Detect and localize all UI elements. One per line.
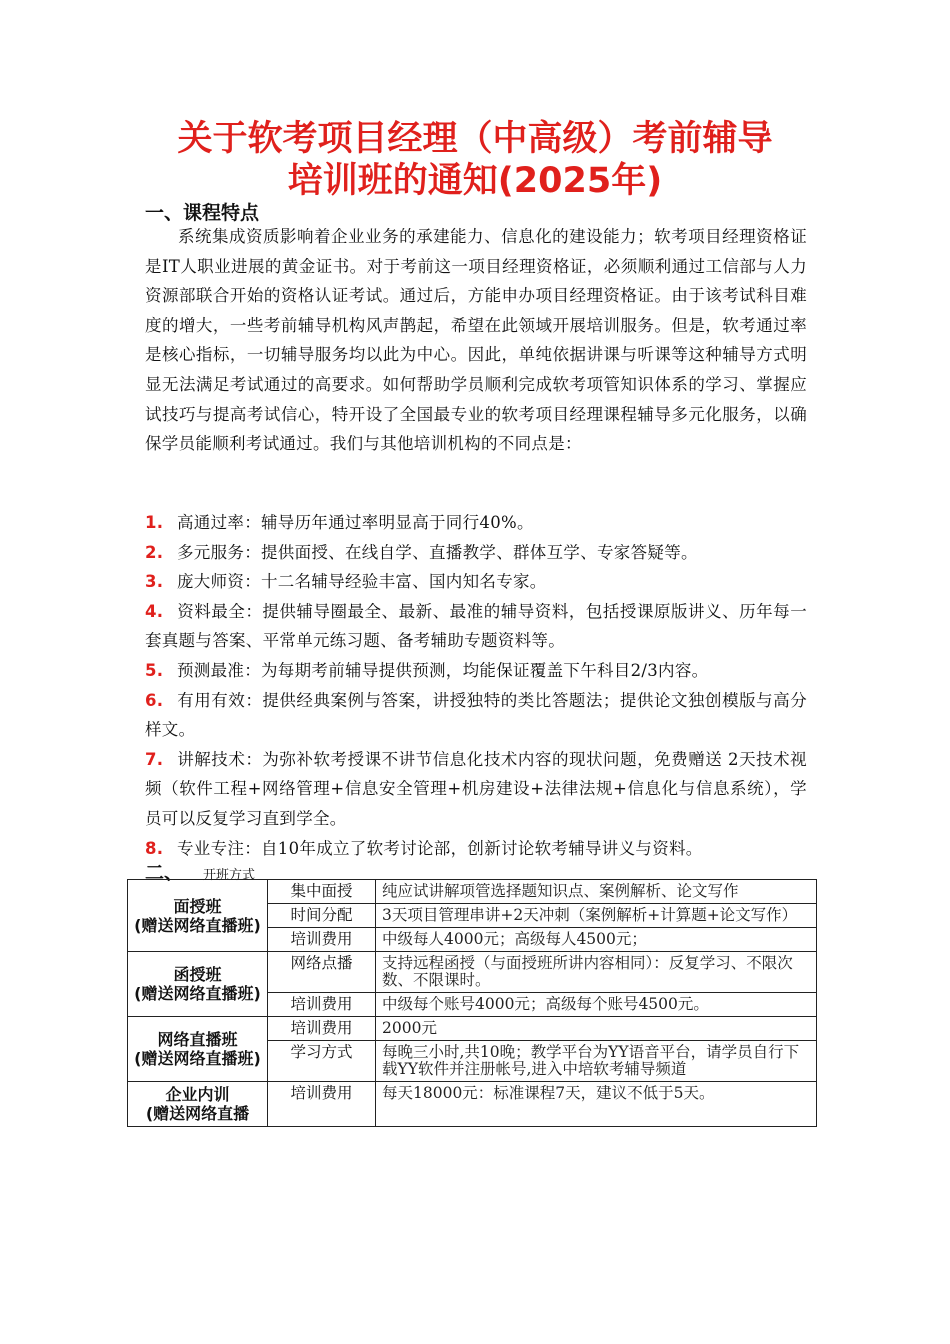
table-row — [128, 1017, 817, 1041]
list-text: 庞大师资：十二名辅导经验丰富、国内知名专家。 — [177, 572, 547, 592]
row-key: 培训费用 — [268, 1017, 376, 1041]
list-text: 讲解技术：为弥补软考授课不讲节信息化技术内容的现状问题，免费赠送 2天技术视频（软件工程+网络管理+信息安全管理+机房建设+法律法规+信息化与信息系统），学员可以反复学习直到学全。 — [145, 749, 807, 828]
category-cell — [128, 1017, 268, 1082]
row-value: 纯应试讲解项管选择题知识点、案例解析、论文写作 — [376, 880, 817, 904]
list-item — [145, 597, 807, 656]
list-number: 8. — [145, 838, 164, 858]
list-item — [145, 656, 807, 686]
category-name: 网络直播班 (赠送网络直播班) — [134, 1030, 261, 1068]
document-title-line1: 关于软考项目经理（中高级）考前辅导 — [177, 119, 773, 159]
row-value: 3天项目管理串讲+2天冲刺（案例解析+计算题+论文写作） — [376, 904, 817, 928]
list-item — [145, 686, 807, 745]
list-text: 高通过率：辅导历年通过率明显高于同行40%。 — [177, 513, 534, 532]
list-text: 有用有效：提供经典案例与答案，讲授独特的类比答题法；提供论文独创模版与高分样文。 — [145, 690, 807, 740]
row-value: 2000元 — [376, 1017, 817, 1041]
table-row — [128, 952, 817, 993]
category-cell — [128, 1082, 268, 1127]
table-row — [128, 880, 817, 904]
class-types-table — [127, 879, 817, 1127]
table-row — [128, 1082, 817, 1127]
category-name: 企业内训 (赠送网络直播 — [145, 1085, 250, 1123]
list-number: 7. — [145, 749, 164, 769]
row-value: 中级每个账号4000元；高级每个账号4500元。 — [376, 993, 817, 1017]
row-key: 网络点播 — [268, 952, 376, 993]
row-value: 中级每人4000元；高级每人4500元； — [376, 928, 817, 952]
document-title-line2: 培训班的通知(2025年) — [287, 161, 663, 201]
row-key: 集中面授 — [268, 880, 376, 904]
list-number: 4. — [145, 601, 164, 621]
row-key: 培训费用 — [268, 1082, 376, 1127]
list-item — [145, 538, 807, 568]
list-number: 6. — [145, 690, 164, 710]
section-label: 开班方式 — [203, 868, 256, 883]
list-text: 专业专注：自10年成立了软考讨论部，创新讨论软考辅导讲义与资料。 — [177, 838, 703, 858]
list-text: 预测最准：为每期考前辅导提供预测，均能保证覆盖下午科目2/3内容。 — [177, 660, 709, 680]
list-number: 3. — [145, 572, 164, 592]
list-item — [145, 508, 807, 538]
row-key: 时间分配 — [268, 904, 376, 928]
row-key: 学习方式 — [268, 1041, 376, 1082]
category-cell — [128, 880, 268, 952]
category-name: 面授班 (赠送网络直播班) — [134, 896, 261, 935]
category-name: 函授班 (赠送网络直播班) — [134, 965, 261, 1003]
row-value: 每晚三小时,共10晚；教学平台为YY语音平台，请学员自行下载YY软件并注册帐号,进入中培软考辅导频道 — [376, 1041, 817, 1082]
row-value: 每天18000元：标准课程7天，建议不低于5天。 — [376, 1082, 817, 1127]
intro-paragraph: 系统集成资质影响着企业业务的承建能力、信息化的建设能力；软考项目经理资格证是IT人职业进展的黄金证书。对于考前这一项目经理资格证，必须顺利通过工信部与人力资源部联合开始的资格认证考试。通过后，方能申办项目经理资格证。由于该考试科目难度的增大，一些考前辅导机构风声鹊起，希望在此领域开展培训服务。但是，软考通过率是核心指标，一切辅导服务均以此为中心。因此，单纯依据讲课与听课等这种辅导方式明显无法满足考试通过的高要求。如何帮助学员顺利完成软考项管知识体系的学习、掌握应试技巧与提高考试信心，特开设了全国最专业的软考项目经理课程辅导多元化服务，以确保学员能顺利考试通过。我们与其他培训机构的不同点是： — [145, 227, 807, 454]
section-heading-features: 一、课程特点 — [145, 202, 260, 224]
list-text: 多元服务：提供面授、在线自学、直播教学、群体互学、专家答疑等。 — [177, 542, 698, 562]
list-item — [145, 745, 807, 834]
section-number: 二、 — [145, 862, 184, 884]
section-heading-class-types — [145, 858, 256, 884]
list-item — [145, 567, 807, 597]
list-text: 资料最全：提供辅导圈最全、最新、最准的辅导资料，包括授课原版讲义、历年每一套真题与答案、平常单元练习题、备考辅助专题资料等。 — [145, 601, 807, 651]
list-number: 1. — [145, 513, 164, 532]
row-value: 支持远程函授（与面授班所讲内容相同）：反复学习、不限次数、不限课时。 — [376, 952, 817, 993]
feature-list — [145, 508, 807, 863]
row-key: 培训费用 — [268, 928, 376, 952]
list-number: 5. — [145, 660, 164, 680]
category-cell — [128, 952, 268, 1017]
row-key: 培训费用 — [268, 993, 376, 1017]
list-number: 2. — [145, 542, 164, 562]
